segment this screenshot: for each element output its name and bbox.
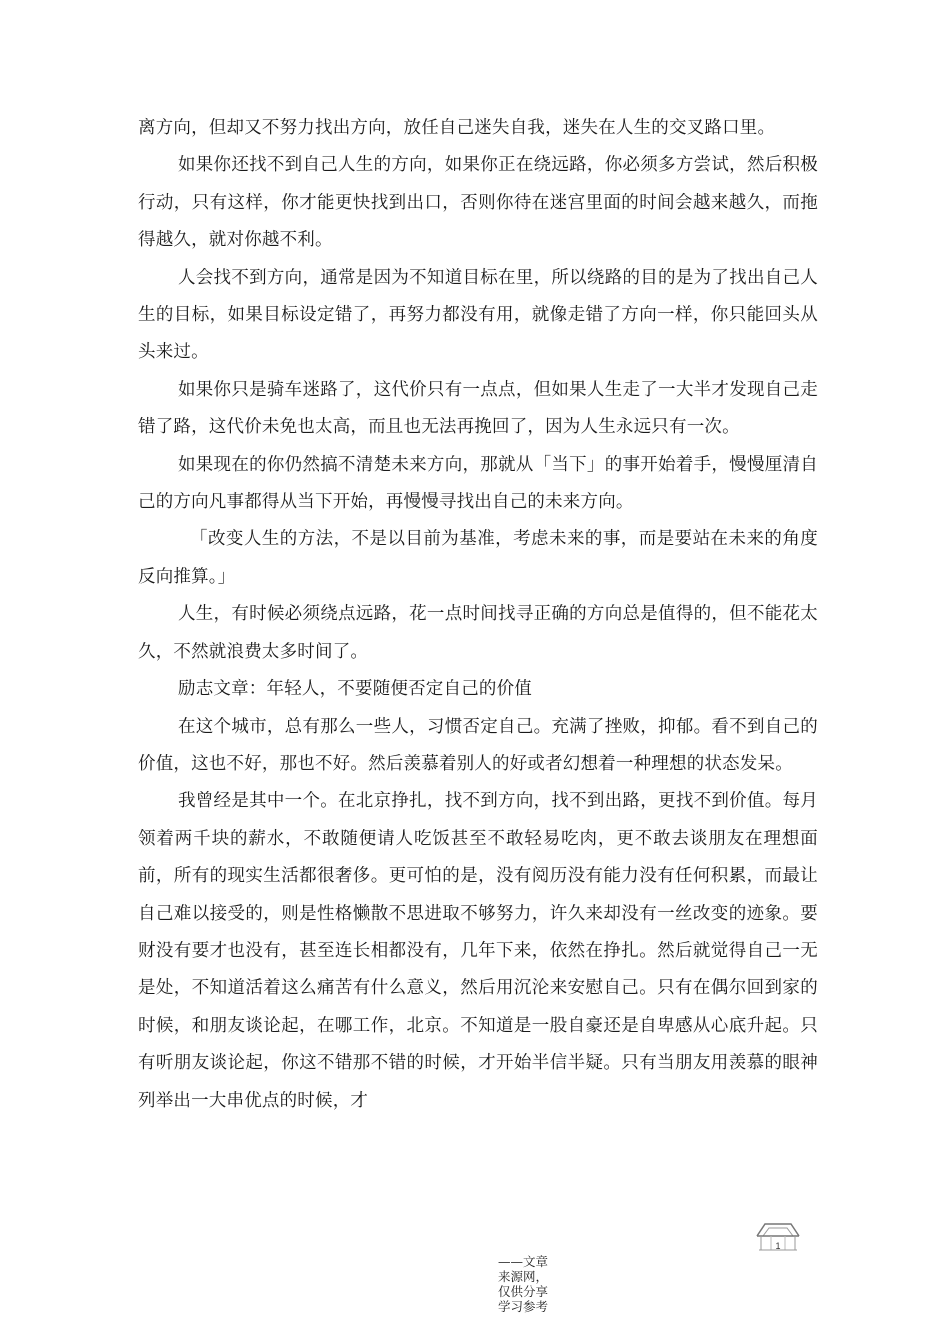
quote-paragraph: 「改变人生的方法，不是以目前为基准，考虑未来的事，而是要站在未来的角度反向推算。」 bbox=[138, 529, 818, 587]
paragraph: 如果你只是骑车迷路了，这代价只有一点点，但如果人生走了一大半才发现自己走错了路，这代价未免也太高，而且也无法再挽回了，因为人生永远只有一次。 bbox=[138, 379, 818, 438]
paragraph: 人会找不到方向，通常是因为不知道目标在里，所以绕路的目的是为了找出自己人生的目标，如果目标设定错了，再努力都没有用，就像走错了方向一样，你只能回头从头来过。 bbox=[138, 267, 818, 363]
paragraph: 如果你还找不到自己人生的方向，如果你正在绕远路，你必须多方尝试，然后积极行动，只有这样，你才能更快找到出口，否则你待在迷宫里面的时间会越来越久，而拖得越久，就对你越不利。 bbox=[138, 155, 818, 251]
paragraph: 如果现在的你仍然搞不清楚未来方向，那就从「当下」的事开始着手，慢慢厘清自己的方向凡事都得从当下开始，再慢慢寻找出自己的未来方向。 bbox=[138, 454, 818, 513]
section-heading: 励志文章：年轻人，不要随便否定自己的价值 bbox=[178, 679, 532, 700]
paragraph: 人生，有时候必须绕点远路，花一点时间找寻正确的方向总是值得的，但不能花太久，不然就浪费太多时间了。 bbox=[138, 604, 818, 662]
page-logo-icon bbox=[755, 1218, 801, 1252]
paragraph: 离方向，但却又不努力找出方向，放任自己迷失自我，迷失在人生的交叉路口里。 bbox=[138, 118, 776, 138]
paragraph: 在这个城市，总有那么一些人，习惯否定自己。充满了挫败，抑郁。看不到自己的价值，这也不好，那也不好。然后羡慕着别人的好或者幻想着一种理想的状态发呆。 bbox=[138, 716, 818, 774]
page-number: 1 bbox=[775, 1241, 781, 1251]
paragraph: 我曾经是其中一个。在北京挣扎，找不到方向，找不到出路，更找不到价值。每月领着两千块的薪水，不敢随便请人吃饭甚至不敢轻易吃肉，更不敢去谈朋友在理想面前，所有的现实生活都很奢侈。更可怕的是，没有阅历没有能力没有任何积累，而最让自己难以接受的，则是性格懒散不思进取不够努力，许久来却没有一丝改变的迹象。要财没有要才也没有，甚至连长相都没有，几年下来，依然在挣扎。然后就觉得自己一无是处，不知道活着这么痛苦有什么意义，然后用沉沦来安慰自己。只有在偶尔回到家的时候，和朋友谈论起，在哪工作，北京。不知道是一股自豪还是自卑感从心底升起。只有听朋友谈论起，你这不错那不错的时候，才开始半信半疑。只有当朋友用羡慕的眼神列举出一大串优点的时候，才 bbox=[138, 791, 818, 1111]
footer-source-note: ——文章来源网，仅供分享学习参考 bbox=[498, 1254, 549, 1314]
body-text bbox=[138, 110, 818, 1120]
